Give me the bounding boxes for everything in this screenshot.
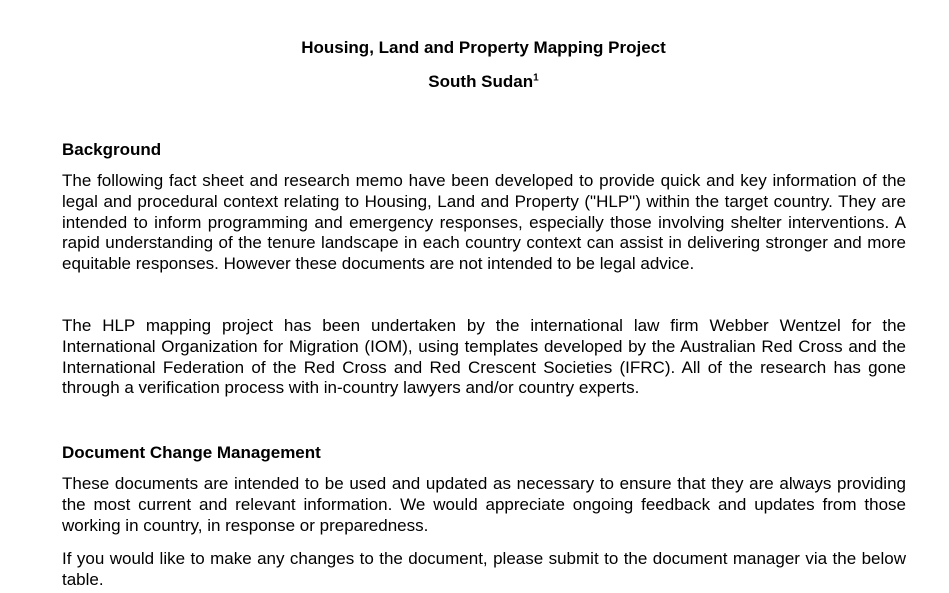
change-management-paragraph-2: If you would like to make any changes to the document, please submit to the document manager via the below table. <box>62 549 906 589</box>
background-paragraph-1: The following fact sheet and research memo have been developed to provide quick and key information of the legal and procedural context relating to Housing, Land and Property ("HLP") within the target country. They are intended to inform programming and emergency responses, especially those involving shelter interventions. A rapid understanding of the tenure landscape in each country context can assist in delivering stronger and more equitable responses. However these documents are not intended to be legal advice. <box>62 171 906 274</box>
footnote-reference[interactable]: 1 <box>533 72 539 84</box>
background-paragraph-2: The HLP mapping project has been undertaken by the international law firm Webber Wentzel for the International Organization for Migration (IOM), using templates developed by the Australian Red Cross and the International Federation of the Red Cross and Red Crescent Societies (IFRC). All of the research has gone through a verification process with in-country lawyers and/or country experts. <box>62 316 906 398</box>
subtitle-text: South Sudan <box>428 72 534 91</box>
change-management-paragraph-1: These documents are intended to be used and updated as necessary to ensure that they are always providing the most current and relevant information. We would appreciate ongoing feedback and updates from those working in country, in response or preparedness. <box>62 474 906 535</box>
document-title: Housing, Land and Property Mapping Project <box>301 38 666 57</box>
section-heading-background: Background <box>62 140 162 159</box>
document-subtitle <box>0 72 949 92</box>
section-heading-change-management: Document Change Management <box>62 443 321 462</box>
